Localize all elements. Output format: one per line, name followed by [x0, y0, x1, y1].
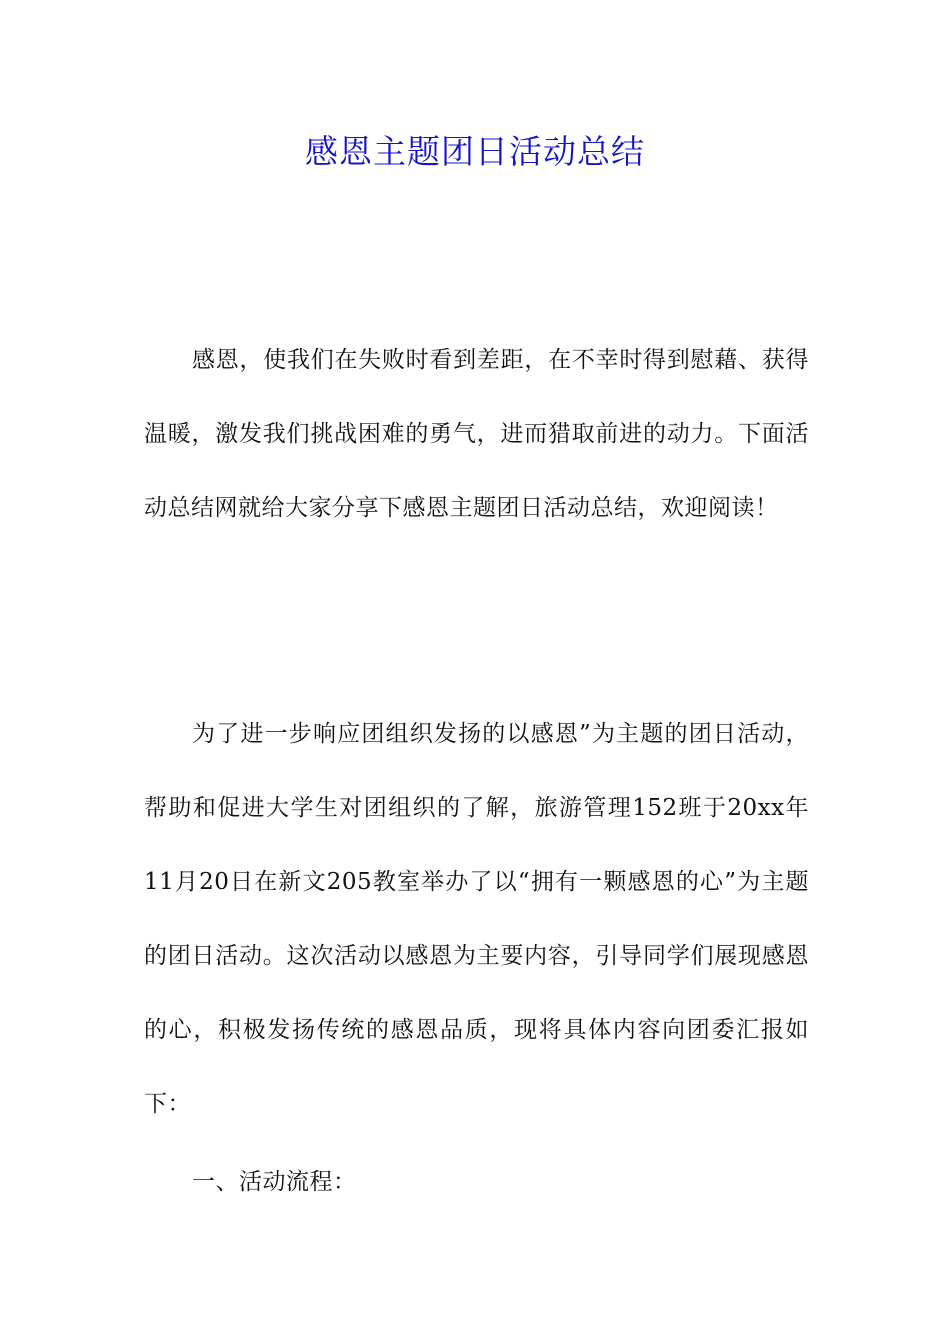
- document-title: 感恩主题团日活动总结: [305, 132, 645, 171]
- section-heading: 一、活动流程：: [192, 1169, 357, 1195]
- intro-paragraph: 感恩，使我们在失败时看到差距，在不幸时得到慰藉、获得温暖，激发我们挑战困难的勇气，进而猎取前进的动力。下面活动总结网就给大家分享下感恩主题团日活动总结，欢迎阅读！: [144, 347, 809, 521]
- body-paragraph: 为了进一步响应团组织发扬的以感恩”为主题的团日活动，帮助和促进大学生对团组织的了解，旅游管理152班于20xx年11月20日在新文205教室举办了以“拥有一颗感恩的心”为主题的团日活动。这次活动以感恩为主要内容，引导同学们展现感恩的心，积极发扬传统的感恩品质，现将具体内容向团委汇报如下：: [144, 721, 809, 1117]
